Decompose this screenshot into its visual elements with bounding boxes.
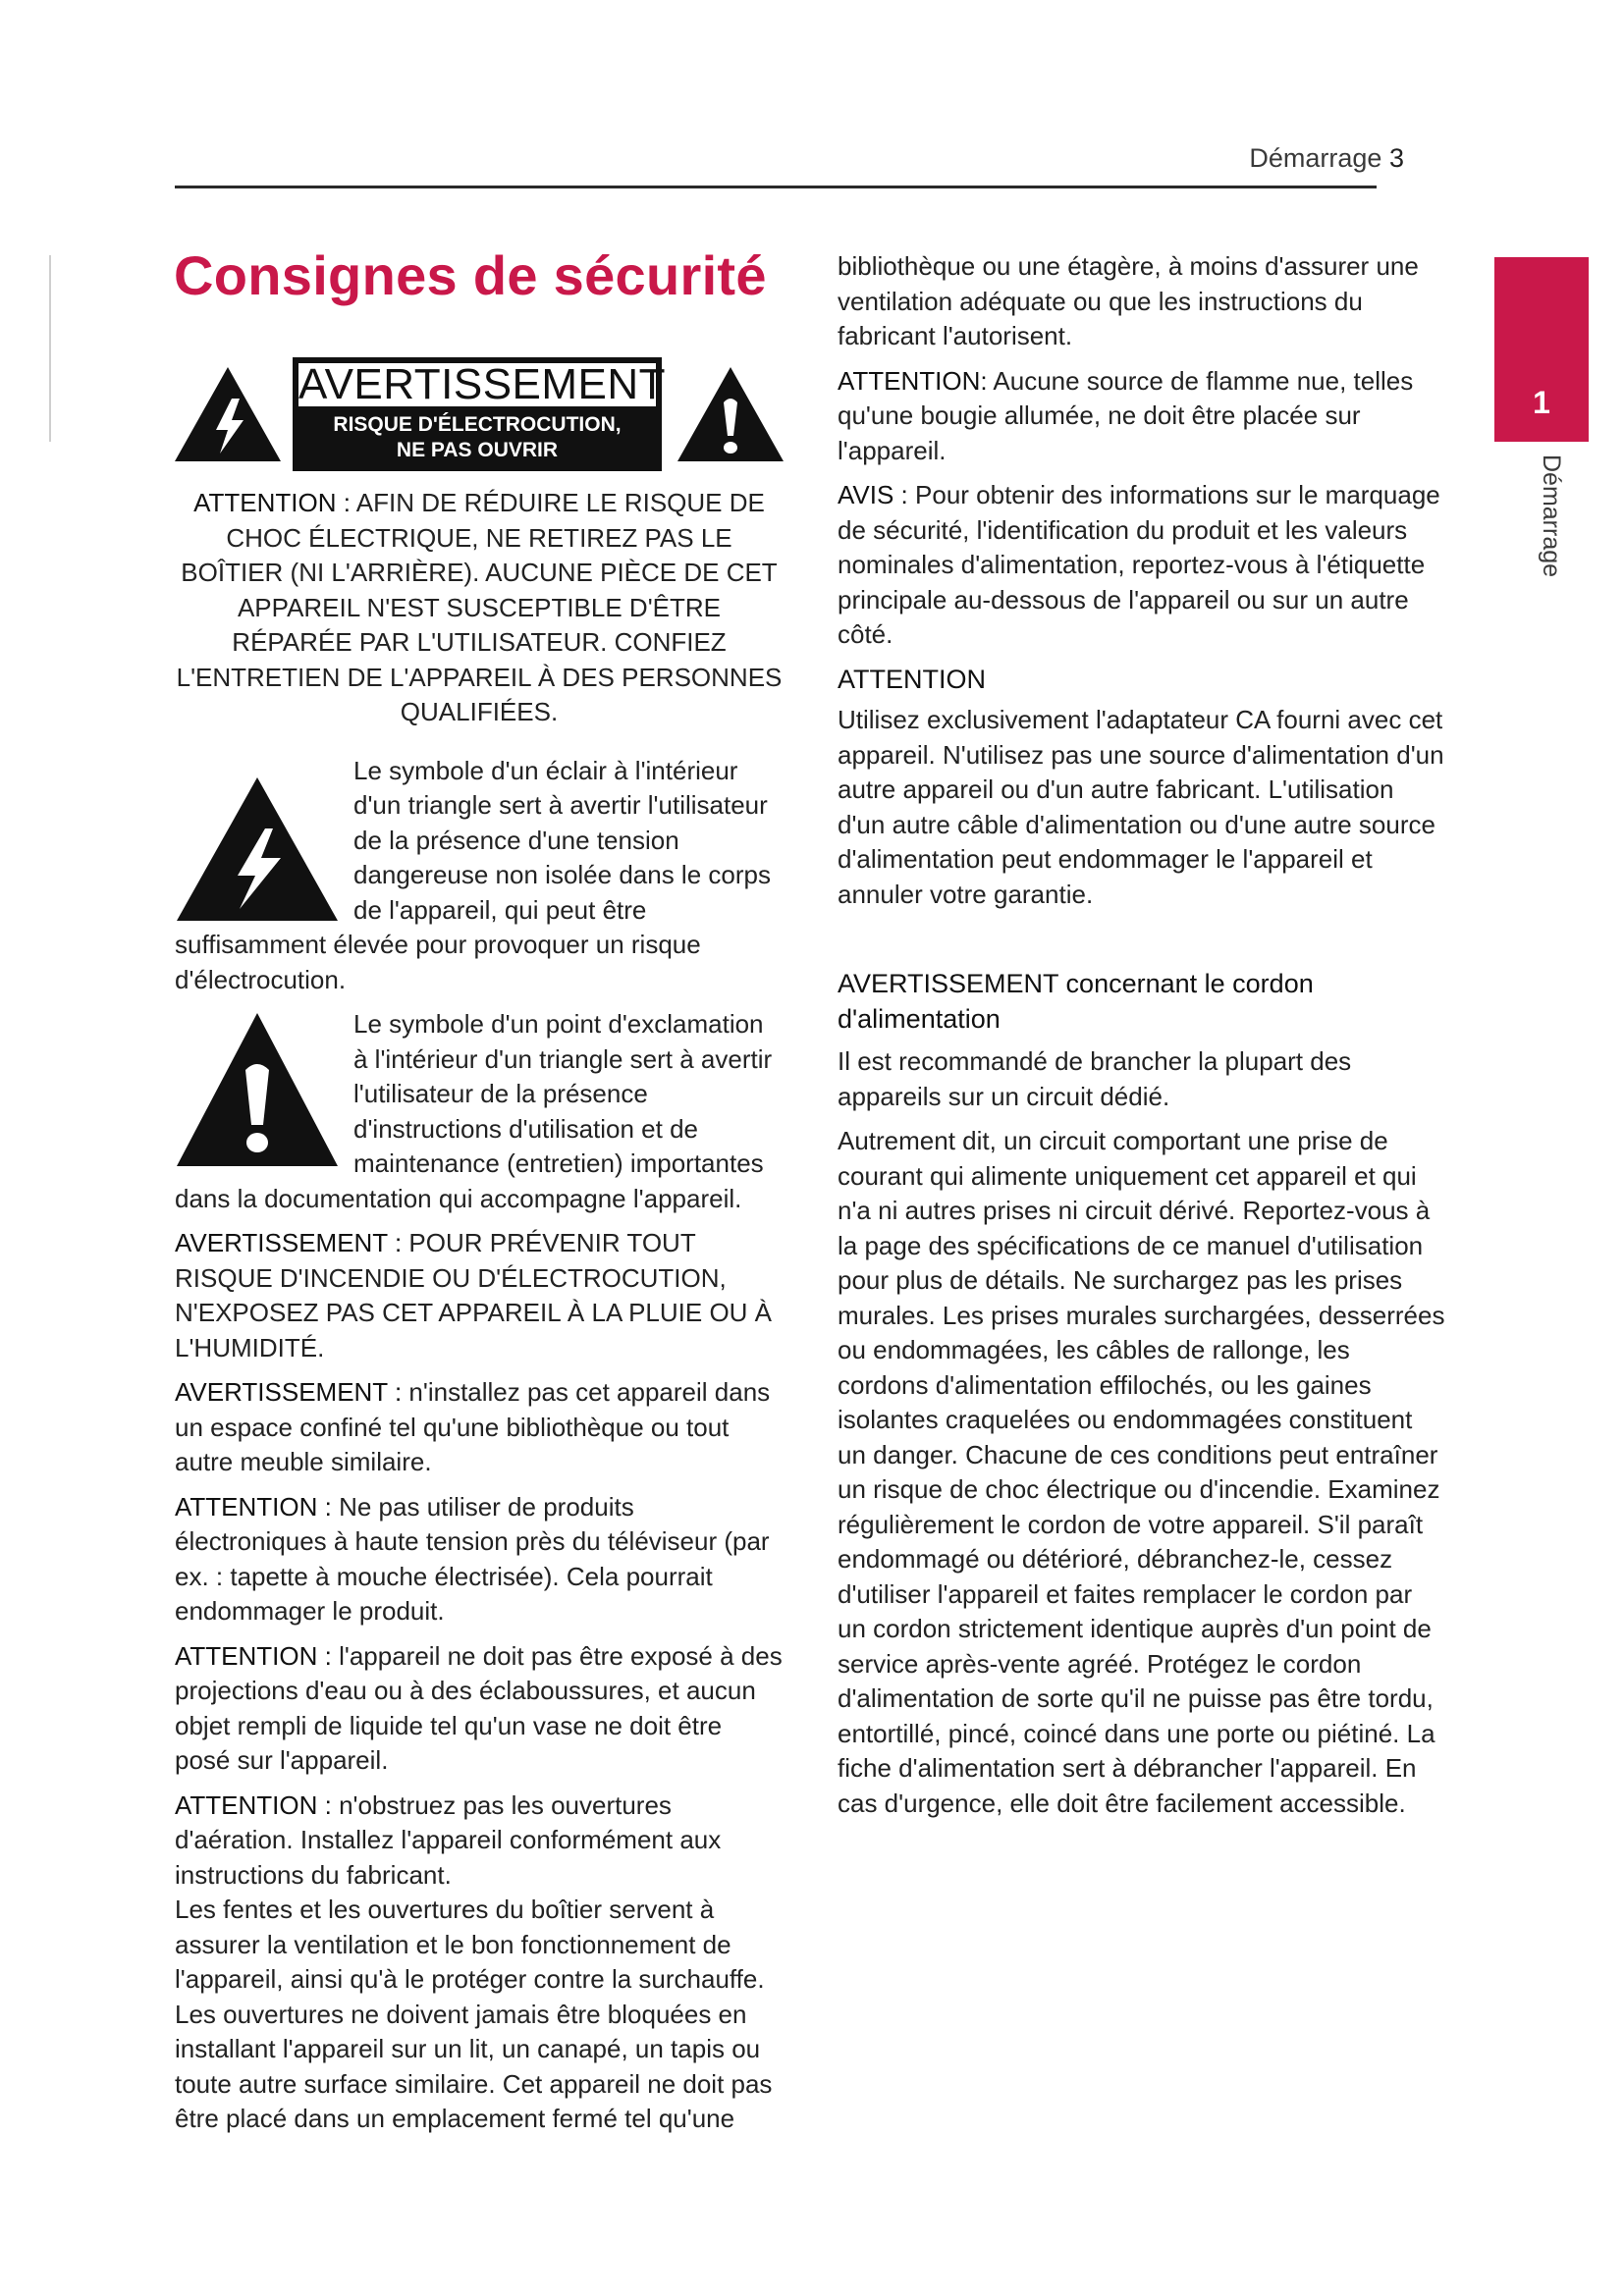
flame-label: ATTENTION: [838,365,988,396]
lightning-description: Le symbole d'un éclair à l'intérieur d'un triangle sert à avertir l'utilisateur de la présence d'une tension dangereuse non isolée dans le corps de l'appareil, qui peut être suffisamment élevée pour provoquer un risque d'électrocution. [175,755,771,994]
continued-paragraph: bibliothèque ou une étagère, à moins d'assurer une ventilation adéquate ou que les instructions du fabricant l'autorisent. [838,251,1419,350]
confined-space-paragraph [175,1375,784,1480]
attention-heading: ATTENTION [838,664,986,694]
warning-label [173,357,784,477]
left-column [175,486,784,2137]
high-voltage-text: Ne pas utiliser de produits électroniques à haute tension près du téléviseur (par ex. : tapette à mouche électrisée). Cela pourrait endommager le produit. [175,1491,770,1626]
confined-space-text: n'installez pas cet appareil dans un espace confiné tel qu'une bibliothèque ou tout autre meuble similaire. [175,1377,771,1476]
openings-paragraph: Les fentes et les ouvertures du boîtier servent à assurer la ventilation et le bon fonctionnement de l'appareil, ainsi qu'à le protéger contre la surchauffe. Les ouvertures ne doivent jamais être bloquées en installant l'appareil sur un lit, un canapé, un tapis ou toute autre surface similaire. Cet appareil ne doit pas être placé dans un emplacement fermé tel qu'une [175,1895,773,2133]
avis-label: AVIS : [838,480,908,509]
margin-mark [49,255,51,442]
header-section: Démarrage [1249,143,1382,173]
exclamation-symbol-block [175,1007,784,1216]
lightning-symbol-block [175,754,784,998]
cord-heading: AVERTISSEMENT concernant le cordon d'alimentation [838,969,1314,1034]
rain-warning-label: AVERTISSEMENT : [175,1228,403,1257]
rain-warning-text: POUR PRÉVENIR TOUT RISQUE D'INCENDIE OU D'ÉLECTROCUTION, N'EXPOSEZ PAS CET APPAREIL À LA PLUIE OU À L'HUMIDITÉ. [175,1228,773,1362]
warning-title: AVERTISSEMENT [298,360,667,408]
chapter-number: 1 [1533,385,1550,420]
splash-label: ATTENTION : [175,1640,332,1671]
page-title: Consignes de sécurité [174,244,767,306]
warning-line-1: RISQUE D'ÉLECTROCUTION, [333,413,622,436]
page-number: 3 [1388,143,1404,173]
warning-subtitle [293,412,662,463]
ventilation-text: n'obstruez pas les ouvertures d'aération. Installez l'appareil conformément aux instructions du fabricant. [175,1789,722,1890]
rain-warning-paragraph [175,1226,784,1365]
high-voltage-label: ATTENTION : [175,1491,332,1522]
lightning-warning-icon [173,365,283,463]
splash-text: l'appareil ne doit pas être exposé à des projections d'eau ou à des éclaboussures, et aucun objet rempli de liquide tel qu'un vase ne doit être posé sur l'appareil. [175,1640,783,1775]
header-rule [175,186,1377,188]
flame-paragraph [838,364,1446,469]
attention-caps-text: AFIN DE RÉDUIRE LE RISQUE DE CHOC ÉLECTRIQUE, NE RETIREZ PAS LE BOÎTIER (NI L'ARRIÈRE). AUCUNE PIÈCE DE CET APPAREIL N'EST SUSCEPTIBLE D'ÊTRE RÉPARÉE PAR L'UTILISATEUR. CONFIEZ L'ENTRETIEN DE L'APPAREIL À DES PERSONNES QUALIFIÉES. [176,488,783,726]
attention-label: ATTENTION : [193,488,351,517]
page-header [1249,143,1404,174]
exclamation-triangle-icon [175,1011,340,1168]
lightning-triangle-icon [175,775,340,923]
exclamation-warning-icon [676,365,785,463]
chapter-label-text: Démarrage [1538,454,1565,578]
avis-paragraph [838,478,1446,653]
splash-paragraph [175,1639,784,1779]
ventilation-paragraph [175,1789,784,1894]
attention-caps-paragraph [175,486,784,730]
right-column [838,249,1446,1821]
flame-text: Aucune source de flamme nue, telles qu'une bougie allumée, ne doit être placée sur l'appareil. [838,365,1414,465]
cord-paragraph-2: Autrement dit, un circuit comportant une prise de courant qui alimente uniquement cet appareil et qui n'a ni autres prises ni circuit dérivé. Reportez-vous à la page des spécifications de ce manuel d'utilisation pour plus de détails. Ne surchargez pas les prises murales. Les prises murales surchargées, desserrées ou endommagées, les câbles de rallonge, les cordons d'alimentation effilochés, ou les gaines isolantes craquelées ou endommagées constituent un danger. Chacune de ces conditions peut entraîner un risque de choc électrique ou d'incendie. Examinez régulièrement le cordon de votre appareil. S'il paraît endommagé ou détérioré, débranchez-le, cessez d'utiliser l'appareil et faites remplacer le cordon par un cordon strictement identique auprès d'un point de service après-vente agréé. Protégez le cordon d'alimentation de sorte qu'il ne puisse pas être tordu, entortillé, pincé, coincé dans une porte ou piétiné. La fiche d'alimentation sert à débrancher l'appareil. En cas d'urgence, elle doit être facilement accessible. [838,1126,1445,1818]
high-voltage-paragraph [175,1490,784,1629]
confined-space-label: AVERTISSEMENT : [175,1377,403,1407]
ventilation-label: ATTENTION : [175,1789,332,1820]
warning-line-2: NE PAS OUVRIR [396,439,559,461]
warning-box [293,357,667,471]
adapter-paragraph: Utilisez exclusivement l'adaptateur CA fourni avec cet appareil. N'utilisez pas une source d'alimentation d'un autre appareil ou d'un autre fabricant. L'utilisation d'un autre câble d'alimentation ou d'une autre source d'alimentation peut endommager le l'appareil et annuler votre garantie. [838,705,1444,909]
chapter-label [1498,454,1587,602]
avis-text: Pour obtenir des informations sur le marquage de sécurité, l'identification du produit et les valeurs nominales d'alimentation, reportez-vous à l'étiquette principale au-dessous de l'appareil ou sur un autre côté. [838,480,1440,649]
exclamation-description: Le symbole d'un point d'exclamation à l'intérieur d'un triangle sert à avertir l'utilisateur de la présence d'instructions d'utilisation et de maintenance (entretien) importantes dans la documentation qui accompagne l'appareil. [175,1009,773,1213]
cord-paragraph-1: Il est recommandé de brancher la plupart des appareils sur un circuit dédié. [838,1046,1352,1111]
